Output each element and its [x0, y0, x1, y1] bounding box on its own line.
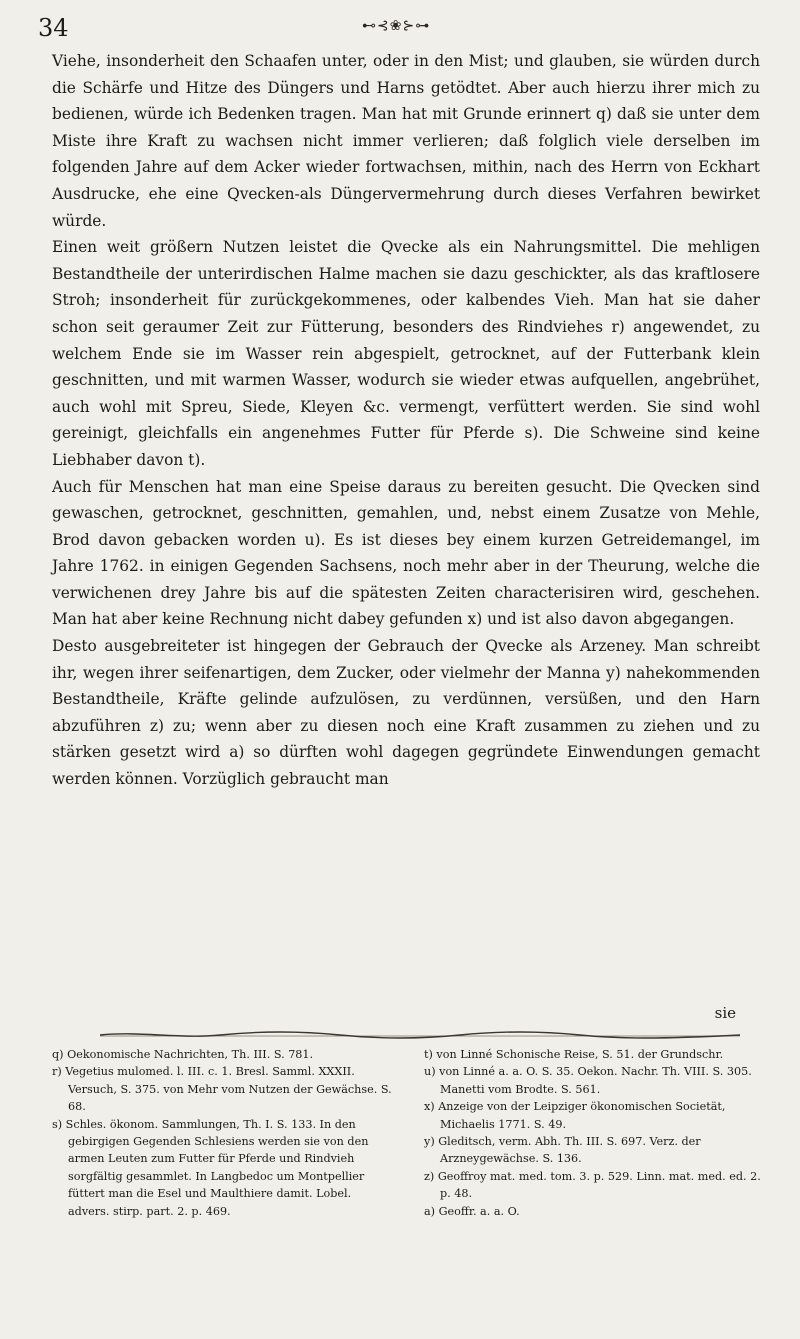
- catchword: sie: [714, 1004, 736, 1022]
- header-ornament: ⊷⊰❀⊱⊶: [362, 18, 431, 34]
- paragraph: Desto ausgebreiteter ist hingegen der Gebrauch der Qvecke als Arzeney. Man schreibt ihr, wegen ihrer seifenartigen, dem Zucker, oder vielmehr der Manna y) nahekommenden Bestandtheile, Kräfte gelinde aufzulösen, zu verdünnen, versüßen, und den Harn abzuführen z) zu; wenn aber zu diesen noch eine Kraft zusammen zu ziehen und zu stärken gesetzt wird a) so dürften wohl dagegen gegründete Einwendungen gemacht werden können. Vorzüglich gebraucht man: [52, 637, 760, 789]
- footnote: r) Vegetius mulomed. l. III. c. 1. Bresl. Samml. XXXII. Versuch, S. 375. von Mehr vom Nutzen der Gewächse. S. 68.: [52, 1065, 392, 1114]
- paragraph: Einen weit größern Nutzen leistet die Qvecke als ein Nahrungsmittel. Die mehligen Bestandtheile der unterirdischen Halme machen sie dazu geschickter, als das kraftlosere Stroh; insonderheit für zurückgekommenes, oder kalbendes Vieh. Man hat sie daher schon seit geraumer Zeit zur Fütterung, besonders des Rindviehes r) angewendet, zu welchem Ende sie im Wasser rein abgespielt, getrocknet, auf der Futterbank klein geschnitten, und mit warmen Wasser, wodurch sie wieder etwas aufquellen, angebrühet, auch wohl mit Spreu, Siede, Kleyen &c. vermengt, verfüttert werden. Sie sind wohl gereinigt, gleichfalls ein angenehmes Futter für Pferde s). Die Schweine sind keine Liebhaber davon t).: [52, 238, 760, 469]
- ornamental-rule: [100, 1030, 740, 1040]
- footnote: q) Oekonomische Nachrichten, Th. III. S. 781.: [52, 1048, 314, 1061]
- page-header: [38, 8, 760, 42]
- footnote: y) Gleditsch, verm. Abh. Th. III. S. 697. Verz. der Arzneygewächse. S. 136.: [424, 1135, 701, 1166]
- paragraph: Auch für Menschen hat man eine Speise daraus zu bereiten gesucht. Die Qvecken sind gewaschen, getrocknet, geschnitten, gemahlen, und, nebst einem Zusatze von Mehle, Brod davon gebacken worden u). Es ist dieses bey einem kurzen Getreidemangel, im Jahre 1762. in einigen Gegenden Sachsens, noch mehr aber in der Theurung, welche die verwichenen drey Jahre bis auf die spätesten Zeiten characterisiren wird, geschehen. Man hat aber keine Rechnung nicht dabey gefunden x) und ist also davon abgegangen.: [52, 477, 760, 629]
- main-text: [52, 48, 760, 793]
- footnotes-left-column: [52, 1046, 392, 1220]
- footnote: a) Geoffr. a. a. O.: [424, 1204, 520, 1218]
- footnote: z) Geoffroy mat. med. tom. 3. p. 529. Linn. mat. med. ed. 2. p. 48.: [424, 1169, 761, 1201]
- footnotes-right-column: [424, 1046, 764, 1220]
- paragraph: Viehe, insonderheit den Schaafen unter, oder in den Mist; und glauben, sie würden durch die Schärfe und Hitze des Düngers und Harns getödtet. Aber auch hierzu ihrer mich zu bedienen, würde ich Bedenken tragen. Man hat mit Grunde erinnert q) daß sie unter dem Miste ihre Kraft zu wachsen nicht immer verlieren; daß folglich viele derselben im folgenden Jahre auf dem Acker wieder fortwachsen, mithin, nach des Herrn von Eckhart Ausdrucke, ehe eine Qvecken-als Düngervermehrung durch dieses Verfahren bewirket würde.: [52, 52, 760, 230]
- footnote: x) Anzeige von der Leipziger ökonomischen Societät, Michaelis 1771. S. 49.: [424, 1100, 726, 1131]
- footnote: u) von Linné a. a. O. S. 35. Oekon. Nachr. Th. VIII. S. 305. Manetti vom Brodte. S. 561.: [424, 1065, 752, 1096]
- footnote: t) von Linné Schonische Reise, S. 51. der Grundschr.: [424, 1048, 724, 1061]
- page-number: 34: [38, 14, 69, 42]
- footnote: s) Schles. ökonom. Sammlungen, Th. I. S. 133. In den gebirgigen Gegenden Schlesiens werden sie von den armen Leuten zum Futter für Pferde und Rindvieh sorgfältig gesammlet. In Langbedoc um Montpellier füttert man die Esel und Maulthiere damit. Lobel. advers. stirp. part. 2. p. 469.: [52, 1117, 369, 1218]
